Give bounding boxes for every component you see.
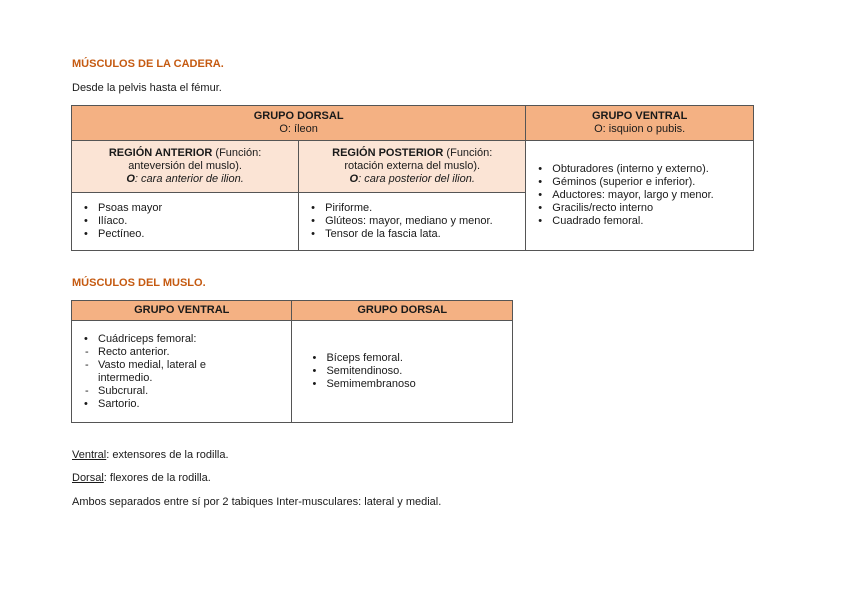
hip-section-title: MÚSCULOS DE LA CADERA. [72, 58, 224, 70]
list-item: • Géminos (superior e inferior). [532, 176, 747, 189]
list-item: • Bíceps femoral. [306, 352, 506, 365]
list-item: • Semimembranoso [306, 378, 506, 391]
list-item: • Ilíaco. [78, 215, 292, 228]
list-item: • Tensor de la fascia lata. [305, 228, 501, 241]
list-item: - Subcrural. [78, 385, 255, 398]
list-item: • Psoas mayor [78, 202, 292, 215]
anterior-muscles-list [78, 202, 292, 241]
dorsal-note: Dorsal: flexores de la rodilla. [72, 472, 211, 484]
list-item: • Glúteos: mayor, mediano y menor. [305, 215, 501, 228]
separation-note: Ambos separados entre sí por 2 tabiques Inter-musculares: lateral y medial. [72, 496, 442, 508]
dorsal-note-label: Dorsal [72, 472, 104, 484]
list-item: • Semitendinoso. [306, 365, 506, 378]
ventral-note: Ventral: extensores de la rodilla. [72, 449, 229, 461]
list-item: • Piriforme. [305, 202, 501, 215]
posterior-muscles-cell [299, 193, 526, 251]
posterior-muscles-list [305, 202, 519, 241]
thigh-section-title: MÚSCULOS DEL MUSLO. [72, 277, 206, 289]
list-item: • Sartorio. [78, 398, 255, 411]
ventral-note-label: Ventral [72, 449, 107, 461]
posterior-region-title: REGIÓN POSTERIOR [332, 147, 444, 159]
thigh-dorsal-list [306, 352, 506, 391]
ventral-muscles-cell [526, 141, 754, 251]
list-item: - Recto anterior. [78, 346, 255, 359]
list-item: • Cuadrado femoral. [532, 215, 747, 228]
anterior-region-cell: REGIÓN ANTERIOR (Función: anteversión del muslo). O: cara anterior de ilion. [72, 141, 299, 193]
thigh-muscles-table [71, 300, 513, 423]
posterior-region-cell: REGIÓN POSTERIOR (Función: rotación externa del muslo). O: cara posterior del ilion. [299, 141, 526, 193]
list-item: • Pectíneo. [78, 228, 292, 241]
thigh-dorsal-cell [292, 321, 513, 423]
thigh-dorsal-header: GRUPO DORSAL [292, 301, 513, 321]
ventral-muscles-list [532, 163, 747, 228]
ventral-group-header: GRUPO VENTRAL O: isquion o pubis. [526, 106, 754, 141]
list-item: - Vasto medial, lateral e intermedio. [78, 359, 255, 385]
list-item: • Gracilis/recto interno [532, 202, 747, 215]
list-item: • Obturadores (interno y externo). [532, 163, 747, 176]
thigh-ventral-cell [72, 321, 292, 423]
anterior-muscles-cell [72, 193, 299, 251]
thigh-ventral-list [78, 333, 285, 411]
list-item: • Aductores: mayor, largo y menor. [532, 189, 747, 202]
anterior-region-title: REGIÓN ANTERIOR [108, 147, 213, 159]
hip-muscles-table [71, 105, 754, 251]
thigh-ventral-header: GRUPO VENTRAL [72, 301, 292, 321]
list-item: • Cuádriceps femoral: [78, 333, 255, 346]
dorsal-group-header: GRUPO DORSAL O: íleon [72, 106, 526, 141]
hip-intro: Desde la pelvis hasta el fémur. [72, 82, 222, 94]
